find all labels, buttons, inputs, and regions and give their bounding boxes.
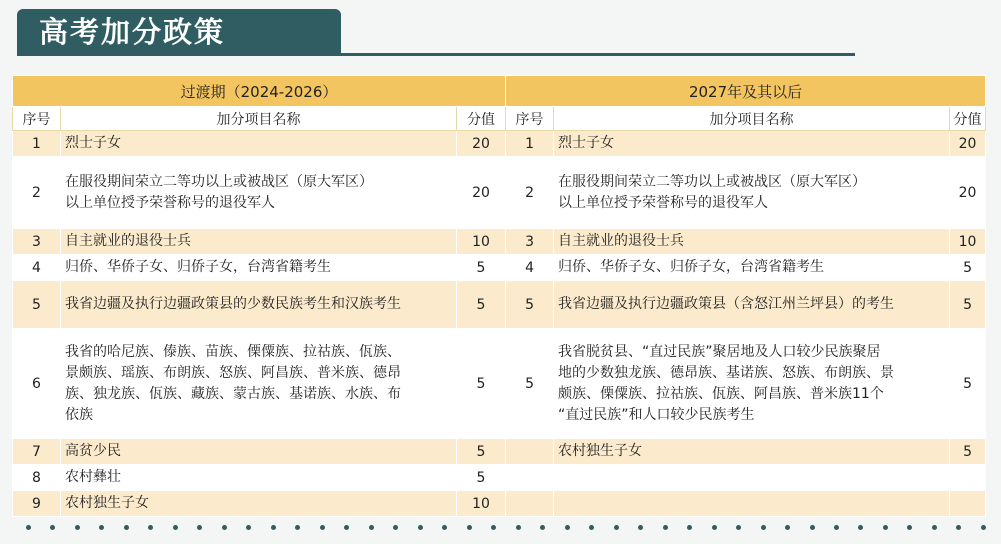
- row-number: 6: [13, 329, 61, 439]
- bonus-item: 我省边疆及执行边疆政策县的少数民族考生和汉族考生: [61, 281, 457, 329]
- bonus-score: 20: [457, 157, 506, 229]
- divider-dot: [663, 525, 668, 530]
- row-number: 9: [13, 491, 61, 517]
- table-row: [13, 229, 986, 255]
- divider-dot: [834, 525, 839, 530]
- row-number: 8: [13, 465, 61, 491]
- bonus-item: 在服役期间荣立二等功以上或被战区（原大军区） 以上单位授予荣誉称号的退役军人: [61, 157, 457, 229]
- bonus-score: [950, 465, 986, 491]
- bonus-score: 10: [457, 491, 506, 517]
- divider-dot: [883, 525, 888, 530]
- row-number: 4: [506, 255, 554, 281]
- bonus-item: 我省的哈尼族、傣族、苗族、傈僳族、拉祜族、佤族、 景颇族、瑶族、布朗族、怒族、阿昌族、普米族、德昂 族、独龙族、佤族、藏族、蒙古族、基诺族、水族、布 依族: [61, 329, 457, 439]
- policy-table: [12, 75, 986, 517]
- page-title: 高考加分政策: [17, 9, 341, 55]
- table-row: [13, 157, 986, 229]
- divider-dot: [295, 525, 300, 530]
- divider-dot: [148, 525, 153, 530]
- row-number: [506, 491, 554, 517]
- divider-dot: [712, 525, 717, 530]
- divider-dot: [858, 525, 863, 530]
- row-number: 2: [13, 157, 61, 229]
- bonus-score: [950, 491, 986, 517]
- divider-dot: [418, 525, 423, 530]
- title-underline: [17, 53, 855, 56]
- divider-dot: [344, 525, 349, 530]
- column-header-no: 序号: [13, 107, 61, 131]
- bonus-score: 10: [457, 229, 506, 255]
- column-header-item: 加分项目名称: [61, 107, 457, 131]
- bonus-score: 5: [457, 439, 506, 465]
- bonus-score: 5: [457, 329, 506, 439]
- bonus-score: 5: [457, 465, 506, 491]
- row-number: 5: [506, 281, 554, 329]
- divider-dot: [246, 525, 251, 530]
- column-header-score: 分值: [457, 107, 506, 131]
- table-row: [13, 491, 986, 517]
- bonus-item: 农村独生子女: [61, 491, 457, 517]
- table-row: [13, 329, 986, 439]
- table-row: [13, 131, 986, 157]
- divider-dot: [785, 525, 790, 530]
- bonus-score: 5: [457, 255, 506, 281]
- divider-dot: [50, 525, 55, 530]
- bonus-score: 10: [950, 229, 986, 255]
- bonus-item: 归侨、华侨子女、归侨子女，台湾省籍考生: [554, 255, 950, 281]
- divider-dot: [687, 525, 692, 530]
- bonus-item: 农村独生子女: [554, 439, 950, 465]
- divider-dot: [197, 525, 202, 530]
- bonus-item: 自主就业的退役士兵: [554, 229, 950, 255]
- divider-dot: [638, 525, 643, 530]
- bonus-item: 我省边疆及执行边疆政策县（含怒江州兰坪县）的考生: [554, 281, 950, 329]
- column-header-item: 加分项目名称: [554, 107, 950, 131]
- divider-dot: [75, 525, 80, 530]
- divider-dot: [516, 525, 521, 530]
- divider-dot: [442, 525, 447, 530]
- row-number: 3: [506, 229, 554, 255]
- row-number: 4: [13, 255, 61, 281]
- divider-dot: [589, 525, 594, 530]
- divider-dot: [761, 525, 766, 530]
- bonus-item: 在服役期间荣立二等功以上或被战区（原大军区） 以上单位授予荣誉称号的退役军人: [554, 157, 950, 229]
- bonus-score: 5: [950, 439, 986, 465]
- divider-dot: [736, 525, 741, 530]
- row-number: 7: [13, 439, 61, 465]
- divider-dot: [540, 525, 545, 530]
- table-row: [13, 465, 986, 491]
- bonus-item: 农村彝壮: [61, 465, 457, 491]
- bonus-score: 5: [950, 255, 986, 281]
- divider-dot: [26, 525, 31, 530]
- row-number: 1: [13, 131, 61, 157]
- bonus-score: 20: [950, 157, 986, 229]
- divider-dot: [124, 525, 129, 530]
- bonus-item: 自主就业的退役士兵: [61, 229, 457, 255]
- divider-dot: [369, 525, 374, 530]
- period-header-2027: 2027年及其以后: [506, 76, 986, 107]
- bonus-item: 高贫少民: [61, 439, 457, 465]
- divider-dot: [393, 525, 398, 530]
- divider-dot: [271, 525, 276, 530]
- bonus-item: 烈士子女: [554, 131, 950, 157]
- divider-dot: [907, 525, 912, 530]
- column-header-no: 序号: [506, 107, 554, 131]
- row-number: [506, 465, 554, 491]
- divider-dot: [222, 525, 227, 530]
- bonus-item: 烈士子女: [61, 131, 457, 157]
- row-number: 2: [506, 157, 554, 229]
- divider-dot: [614, 525, 619, 530]
- row-number: 5: [13, 281, 61, 329]
- divider-dot: [956, 525, 961, 530]
- bonus-score: 20: [950, 131, 986, 157]
- divider-dot: [981, 525, 986, 530]
- bonus-score: 5: [457, 281, 506, 329]
- row-number: 5: [506, 329, 554, 439]
- divider-dot: [491, 525, 496, 530]
- divider-dot: [320, 525, 325, 530]
- row-number: [506, 439, 554, 465]
- table-row: [13, 281, 986, 329]
- divider-dot: [99, 525, 104, 530]
- divider-dot: [565, 525, 570, 530]
- table-row: [13, 255, 986, 281]
- column-header-score: 分值: [950, 107, 986, 131]
- divider-dot: [467, 525, 472, 530]
- divider-dot: [932, 525, 937, 530]
- dotted-divider: [26, 522, 986, 532]
- row-number: 1: [506, 131, 554, 157]
- table-row: [13, 439, 986, 465]
- row-number: 3: [13, 229, 61, 255]
- period-header-transition: 过渡期（2024-2026）: [13, 76, 506, 107]
- bonus-score: 5: [950, 281, 986, 329]
- bonus-item: 我省脱贫县、“直过民族”聚居地及人口较少民族聚居 地的少数独龙族、德昂族、基诺族、怒族、布朗族、景 颇族、傈僳族、拉祜族、佤族、阿昌族、普米族11个 “直过民族”和人口较少民族考生: [554, 329, 950, 439]
- divider-dot: [810, 525, 815, 530]
- bonus-score: 5: [950, 329, 986, 439]
- bonus-item: [554, 465, 950, 491]
- divider-dot: [173, 525, 178, 530]
- bonus-score: 20: [457, 131, 506, 157]
- bonus-item: 归侨、华侨子女、归侨子女，台湾省籍考生: [61, 255, 457, 281]
- bonus-item: [554, 491, 950, 517]
